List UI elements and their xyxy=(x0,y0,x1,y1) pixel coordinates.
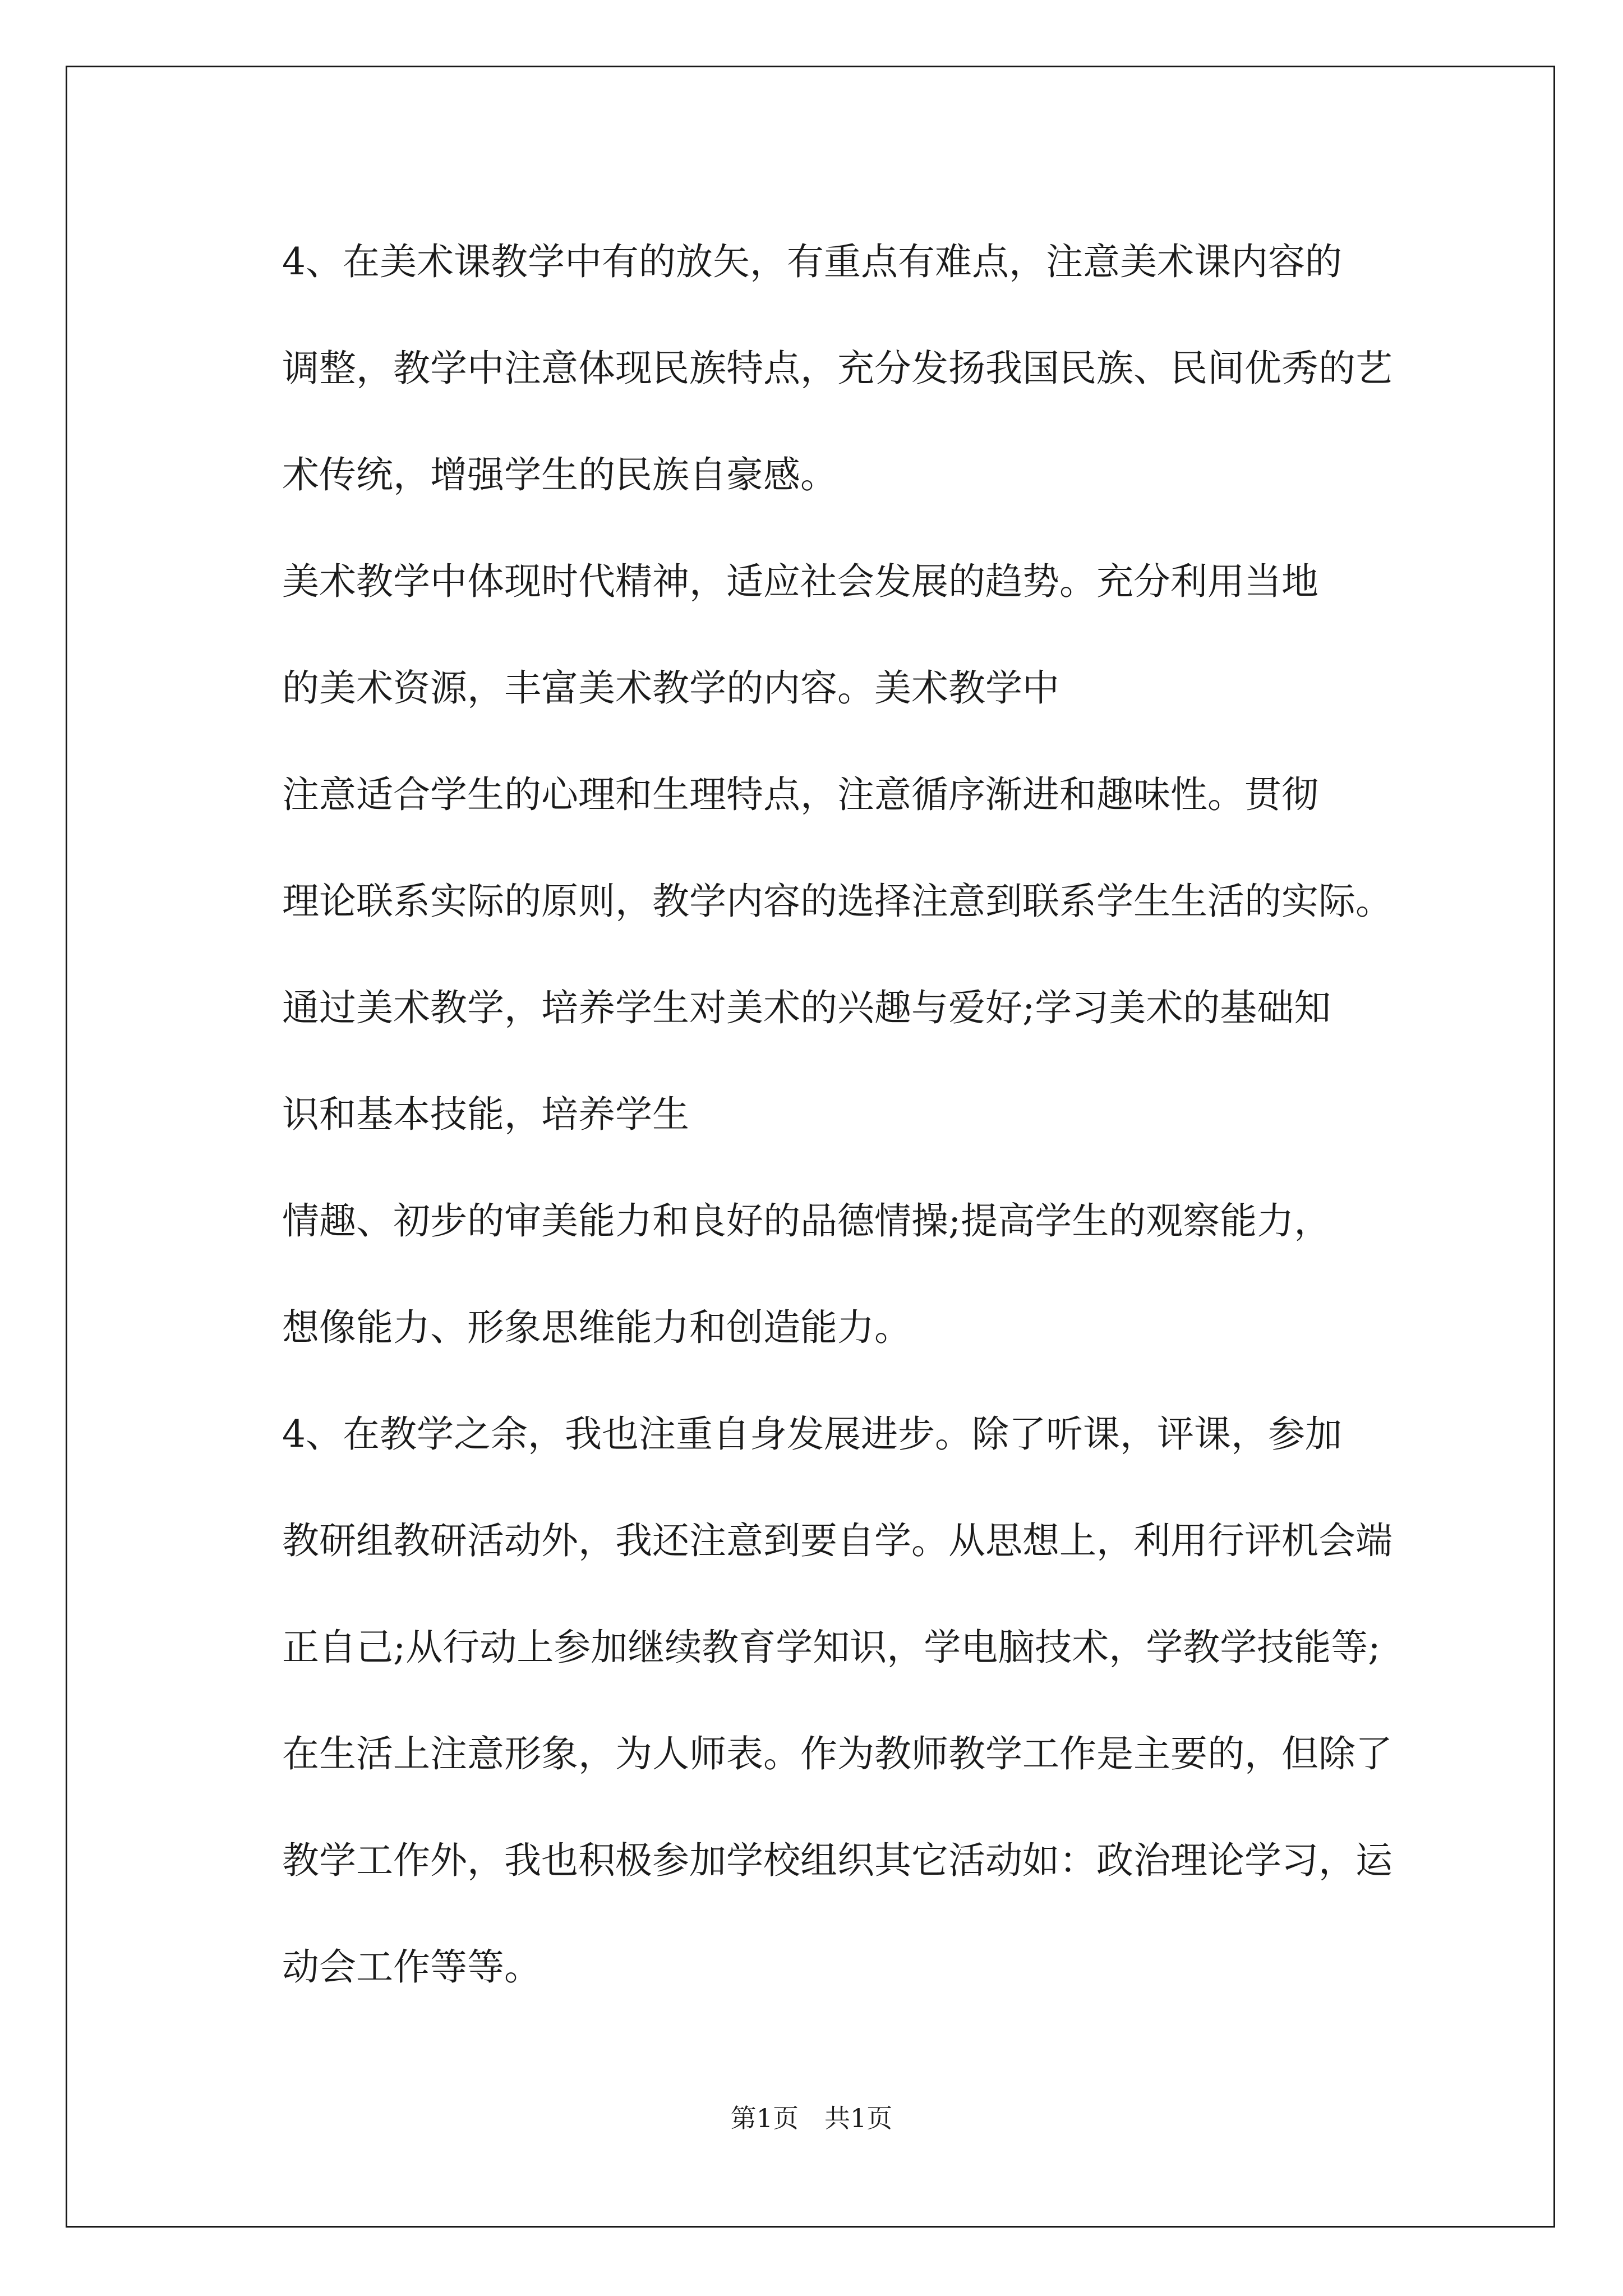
text-line: 教学工作外，我也积极参加学校组织其它活动如：政治理论学习，运 xyxy=(282,1839,1393,1882)
text-line: 动会工作等等。 xyxy=(282,1945,541,1989)
page-total: 共1页 xyxy=(824,2103,893,2133)
text-line: 4、在美术课教学中有的放矢，有重点有难点，注意美术课内容的 xyxy=(282,240,1342,283)
text-line: 情趣、初步的审美能力和良好的品德情操;提高学生的观察能力， xyxy=(282,1199,1331,1243)
paragraph xyxy=(199,1381,1450,2021)
text-line: 正自己;从行动上参加继续教育学知识，学电脑技术，学教学技能等; xyxy=(282,1626,1381,1669)
paragraph xyxy=(199,742,1450,955)
text-line: 注意适合学生的心理和生理特点，注意循序渐进和趣味性。贯彻 xyxy=(282,773,1318,816)
text-line: 理论联系实际的原则，教学内容的选择注意到联系学生生活的实际。 xyxy=(282,880,1393,923)
paragraph xyxy=(199,955,1450,1168)
text-line: 美术教学中体现时代精神，适应社会发展的趋势。充分利用当地 xyxy=(282,560,1318,603)
text-line: 教研组教研活动外，我还注意到要自学。从思想上，利用行评机会端 xyxy=(282,1519,1393,1562)
text-line: 想像能力、形象思维能力和创造能力。 xyxy=(282,1306,911,1349)
paragraph xyxy=(199,209,1450,528)
text-line: 的美术资源，丰富美术教学的内容。美术教学中 xyxy=(282,666,1059,710)
text-line: 识和基本技能，培养学生 xyxy=(282,1093,689,1136)
text-line: 通过美术教学，培养学生对美术的兴趣与爱好;学习美术的基础知 xyxy=(282,986,1331,1029)
text-line: 调整，教学中注意体现民族特点，充分发扬我国民族、民间优秀的艺 xyxy=(282,347,1393,390)
text-line: 在生活上注意形象，为人师表。作为教师教学工作是主要的，但除了 xyxy=(282,1732,1393,1775)
paragraph xyxy=(199,528,1450,742)
document-body xyxy=(199,209,1450,2021)
text-line: 4、在教学之余，我也注重自身发展进步。除了听课，评课，参加 xyxy=(282,1412,1342,1456)
text-line: 术传统，增强学生的民族自豪感。 xyxy=(282,453,837,496)
page-number: 第1页 xyxy=(730,2103,799,2133)
paragraph xyxy=(199,1168,1450,1381)
page-footer xyxy=(0,2098,1623,2135)
